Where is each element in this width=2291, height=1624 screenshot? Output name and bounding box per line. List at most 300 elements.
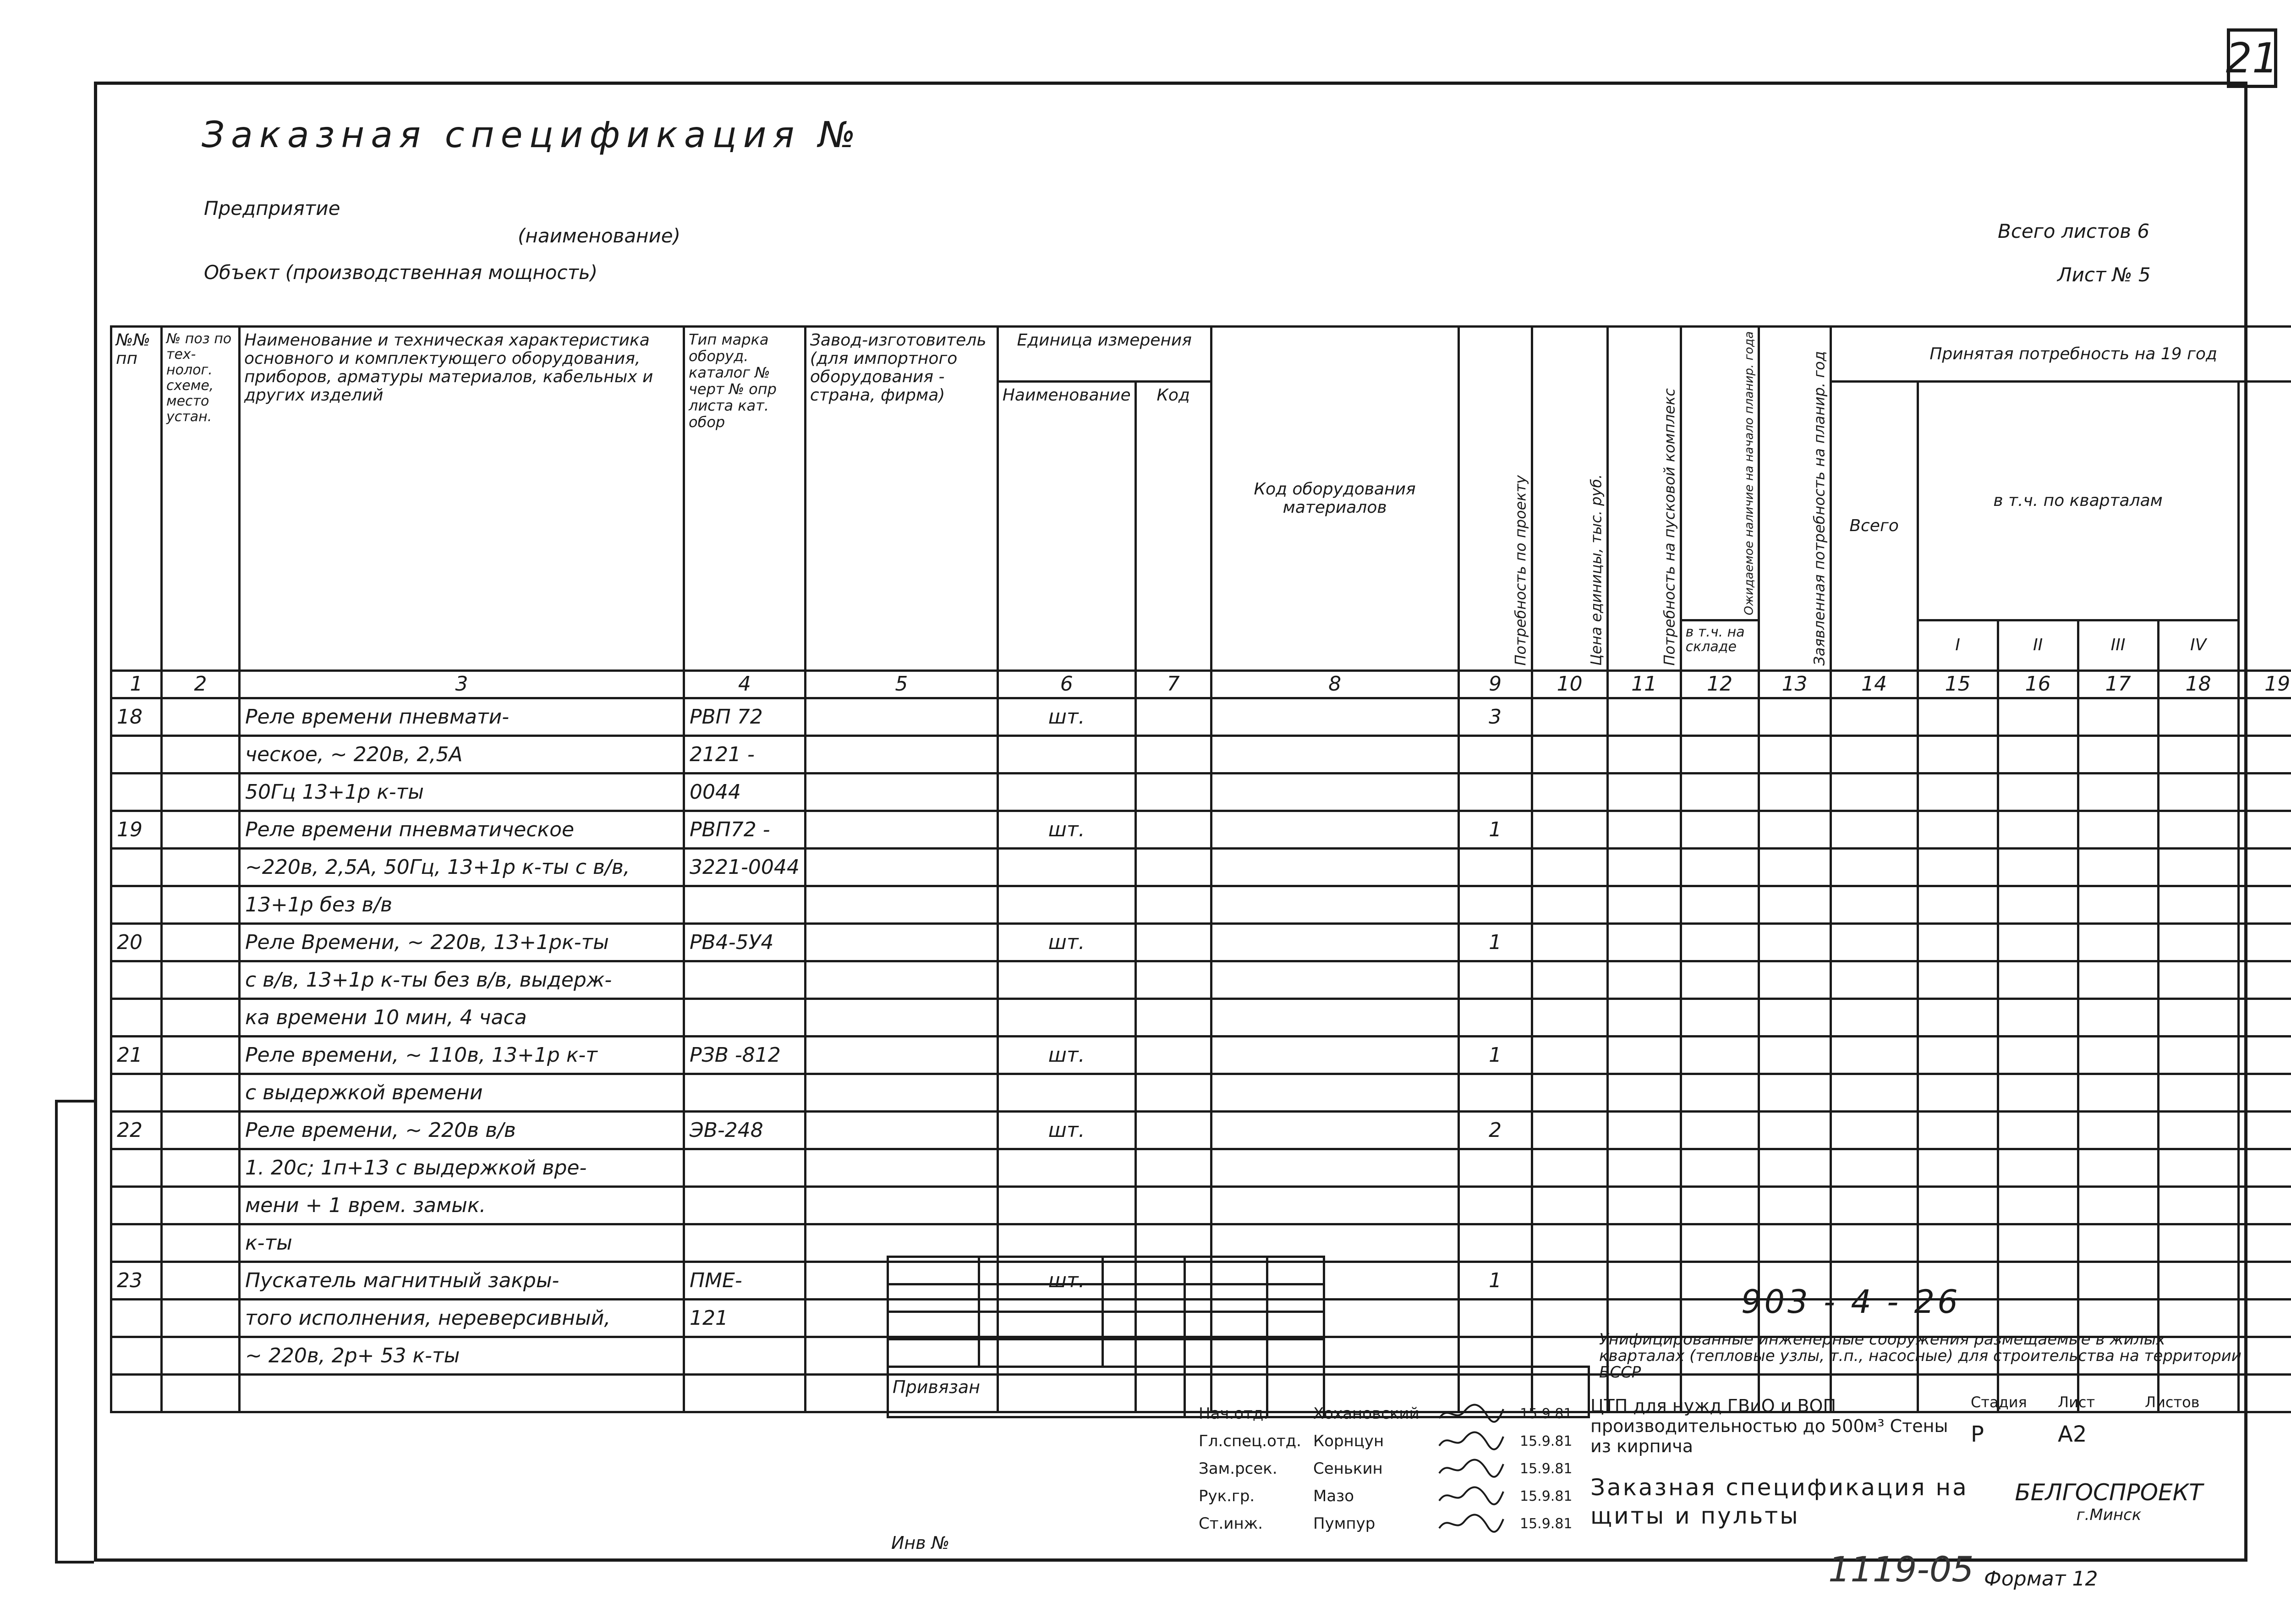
empty-cell	[1607, 1036, 1681, 1074]
empty-cell	[2078, 1036, 2158, 1074]
empty-cell	[1759, 1186, 1831, 1224]
empty-cell	[1918, 961, 1998, 999]
empty-cell	[1681, 848, 1759, 886]
empty-cell	[887, 1482, 978, 1510]
empty-cell	[2238, 923, 2291, 961]
manufacturer-cell	[805, 698, 998, 735]
column-number: 19	[2238, 670, 2291, 698]
manufacturer-cell	[805, 1149, 998, 1186]
empty-cell	[1681, 1149, 1759, 1186]
column-number: 13	[1759, 670, 1831, 698]
header-q2: II	[1998, 620, 2078, 670]
table-row	[111, 848, 2291, 886]
position-cell	[162, 1374, 240, 1412]
empty-cell	[1532, 848, 1607, 886]
signoff-name: Мазо	[1313, 1487, 1354, 1505]
row-number: 18	[111, 698, 162, 735]
empty-cell	[1607, 999, 1681, 1036]
need-value	[1458, 1149, 1532, 1186]
empty-cell	[1607, 1074, 1681, 1111]
position-cell	[162, 1074, 240, 1111]
row-number	[111, 773, 162, 811]
empty-cell	[1918, 1111, 1998, 1149]
table-row	[111, 1111, 2291, 1149]
empty-cell	[1831, 773, 1918, 811]
signoff-role: Гл.спец.отд.	[1199, 1432, 1301, 1450]
page-title: Заказная спецификация №	[202, 115, 862, 156]
empty-cell	[1681, 923, 1759, 961]
item-type: РЗВ -812	[684, 1036, 806, 1074]
item-name: ~220в, 2,5А, 50Гц, 13+1р к-ты с в/в,	[240, 848, 684, 886]
empty-cell	[1532, 1149, 1607, 1186]
item-name: с выдержкой времени	[240, 1074, 684, 1111]
header-cost	[2238, 382, 2291, 671]
signoff-role: Ст.инж.	[1199, 1514, 1263, 1533]
item-type	[684, 1186, 806, 1224]
organization-name: БЕЛГОСПРОЕКТ	[2015, 1479, 2203, 1506]
item-name	[240, 1374, 684, 1412]
unit-name	[998, 1074, 1135, 1111]
sheet-number: Лист № 5	[2057, 263, 2151, 286]
empty-cell	[1681, 698, 1759, 735]
empty-cell	[2078, 999, 2158, 1036]
stamp-signoff-table	[887, 1400, 1576, 1537]
position-cell	[162, 773, 240, 811]
header-type: Тип марка оборуд. каталог № черт № опр листа кат. обор	[684, 327, 806, 671]
empty-cell	[978, 1427, 1088, 1455]
empty-cell	[2078, 773, 2158, 811]
document-code: 903 - 4 - 26	[1741, 1283, 1961, 1321]
item-type: ЭВ-248	[684, 1111, 806, 1149]
inventory-label: Инв №	[891, 1533, 950, 1553]
manufacturer-cell	[805, 735, 998, 773]
item-type	[684, 999, 806, 1036]
empty-cell	[1998, 886, 2078, 923]
empty-cell	[2238, 1111, 2291, 1149]
signoff-row	[887, 1427, 1576, 1455]
column-number: 10	[1532, 670, 1607, 698]
column-number: 14	[1831, 670, 1918, 698]
sheets-total: Всего листов 6	[1998, 220, 2150, 242]
table-row	[111, 698, 2291, 735]
equipment-code-cell	[1211, 735, 1458, 773]
need-value: 1	[1458, 1262, 1532, 1299]
empty-cell	[2078, 1111, 2158, 1149]
header-position: № поз по тех-нолог. схеме, место устан.	[162, 327, 240, 671]
empty-cell	[2078, 848, 2158, 886]
empty-cell	[1681, 999, 1759, 1036]
column-number: 1	[111, 670, 162, 698]
empty-cell	[978, 1455, 1088, 1482]
table-row	[111, 886, 2291, 923]
empty-cell	[1831, 923, 1918, 961]
row-number	[111, 1149, 162, 1186]
empty-cell	[1831, 1111, 1918, 1149]
column-number: 5	[805, 670, 998, 698]
empty-cell	[2238, 886, 2291, 923]
row-number: 20	[111, 923, 162, 961]
unit-name	[998, 886, 1135, 923]
header-unit-group: Единица измерения	[998, 327, 1211, 382]
signoff-row	[887, 1482, 1576, 1510]
empty-cell	[1918, 886, 1998, 923]
unit-name	[998, 1149, 1135, 1186]
item-name: Реле Времени, ~ 220в, 13+1рк-ты	[240, 923, 684, 961]
page-number: 21	[2227, 28, 2277, 88]
unit-code-cell	[1135, 735, 1211, 773]
column-number: 11	[1607, 670, 1681, 698]
item-type	[684, 886, 806, 923]
item-type	[684, 1224, 806, 1262]
empty-cell	[1998, 848, 2078, 886]
manufacturer-cell	[805, 1074, 998, 1111]
row-number	[111, 1186, 162, 1224]
table-row	[111, 961, 2291, 999]
position-cell	[162, 1036, 240, 1074]
empty-cell	[1918, 698, 1998, 735]
signature-scribble	[1437, 1457, 1506, 1478]
manufacturer-cell	[805, 811, 998, 848]
empty-cell	[2158, 999, 2238, 1036]
item-name: 13+1р без в/в	[240, 886, 684, 923]
empty-cell	[1831, 961, 1918, 999]
empty-cell	[2238, 961, 2291, 999]
empty-cell	[2158, 735, 2238, 773]
position-cell	[162, 886, 240, 923]
signature-cell	[1436, 1400, 1519, 1427]
empty-cell	[1918, 773, 1998, 811]
empty-cell	[2078, 961, 2158, 999]
position-cell	[162, 1149, 240, 1186]
row-number	[111, 735, 162, 773]
empty-cell	[1998, 1074, 2078, 1111]
position-cell	[162, 811, 240, 848]
table-row	[111, 1074, 2291, 1111]
manufacturer-cell	[805, 1111, 998, 1149]
empty-cell	[1918, 848, 1998, 886]
empty-cell	[1681, 1111, 1759, 1149]
item-type: РВП72 -	[684, 811, 806, 848]
empty-cell	[887, 1400, 978, 1427]
item-type	[684, 1337, 806, 1374]
empty-cell	[2158, 1111, 2238, 1149]
empty-cell	[1088, 1455, 1198, 1482]
position-cell	[162, 961, 240, 999]
signature-scribble	[1437, 1402, 1506, 1423]
unit-code-cell	[1135, 698, 1211, 735]
empty-cell	[1998, 773, 2078, 811]
item-name: Реле времени, ~ 220в в/в	[240, 1111, 684, 1149]
empty-cell	[2078, 698, 2158, 735]
item-name: 1. 20с; 1п+13 с выдержкой вре-	[240, 1149, 684, 1186]
item-type	[684, 1074, 806, 1111]
header-accepted-group: Принятая потребность на 19 год	[1831, 327, 2291, 382]
signature-cell	[1436, 1510, 1519, 1537]
manufacturer-cell	[805, 773, 998, 811]
signoff-name: Сенькин	[1313, 1459, 1383, 1478]
column-number: 6	[998, 670, 1135, 698]
empty-cell	[2238, 999, 2291, 1036]
row-number: 22	[111, 1111, 162, 1149]
empty-cell	[1607, 811, 1681, 848]
empty-cell	[1532, 961, 1607, 999]
unit-code-cell	[1135, 848, 1211, 886]
header-unit-price: Цена единицы, тыс. руб.	[1532, 327, 1607, 671]
stamp-people-table	[887, 1256, 1590, 1418]
need-value	[1458, 735, 1532, 773]
unit-name: шт.	[998, 1262, 1135, 1299]
position-cell	[162, 1337, 240, 1374]
empty-cell	[1681, 773, 1759, 811]
equipment-code-cell	[1211, 923, 1458, 961]
header-name: Наименование и техническая характеристика основного и комплектующего оборудования, приборов, арматуры материалов, кабельных и других изделий	[240, 327, 684, 671]
equipment-code-cell	[1211, 1111, 1458, 1149]
empty-cell	[1088, 1427, 1198, 1455]
empty-cell	[1831, 1186, 1918, 1224]
signoff-date: 15.9.81	[1520, 1405, 1573, 1422]
empty-cell	[1831, 698, 1918, 735]
empty-cell	[1918, 999, 1998, 1036]
item-type: 3221-0044	[684, 848, 806, 886]
item-type	[684, 961, 806, 999]
header-need: Потребность по проекту	[1458, 327, 1532, 671]
row-number: 19	[111, 811, 162, 848]
equipment-code-cell	[1211, 1036, 1458, 1074]
item-name: Реле времени, ~ 110в, 13+1р к-т	[240, 1036, 684, 1074]
unit-name: шт.	[998, 1111, 1135, 1149]
empty-cell	[1998, 961, 2078, 999]
document-description: Унифицированные инженерные сооружения размещаемые в жилых кварталах (тепловые узлы, т.п., насосные) для строительства на территории БССР	[1599, 1330, 2242, 1382]
column-number: 4	[684, 670, 806, 698]
row-number: 23	[111, 1262, 162, 1299]
equipment-code-cell	[1211, 886, 1458, 923]
signoff-date: 15.9.81	[1520, 1433, 1573, 1449]
equipment-code-cell	[1211, 811, 1458, 848]
header-total: Всего	[1831, 382, 1918, 671]
header-unit-name: Наименование	[998, 382, 1135, 671]
table-row	[111, 1186, 2291, 1224]
empty-cell	[2158, 1149, 2238, 1186]
empty-cell	[1998, 1149, 2078, 1186]
empty-cell	[2238, 1036, 2291, 1074]
empty-cell	[1759, 1036, 1831, 1074]
specification-table	[110, 325, 2291, 1413]
need-value	[1458, 773, 1532, 811]
empty-cell	[978, 1482, 1088, 1510]
manufacturer-cell	[805, 1186, 998, 1224]
signature-scribble	[1437, 1512, 1506, 1533]
need-value	[1458, 961, 1532, 999]
row-number	[111, 1299, 162, 1337]
column-number: 16	[1998, 670, 2078, 698]
row-number	[111, 961, 162, 999]
signoff-date: 15.9.81	[1520, 1460, 1573, 1477]
need-value: 2	[1458, 1111, 1532, 1149]
header-quarters-group: в т.ч. по кварталам	[1918, 382, 2238, 620]
position-cell	[162, 1186, 240, 1224]
empty-cell	[2238, 1186, 2291, 1224]
unit-code-cell	[1135, 1074, 1211, 1111]
item-name: 50Гц 13+1р к-ты	[240, 773, 684, 811]
empty-cell	[1607, 923, 1681, 961]
column-number: 8	[1211, 670, 1458, 698]
unit-name	[998, 961, 1135, 999]
sheets-label: Листов	[2145, 1394, 2200, 1411]
need-value	[1458, 999, 1532, 1036]
unit-name	[998, 735, 1135, 773]
unit-name	[998, 773, 1135, 811]
table-row	[111, 735, 2291, 773]
empty-cell	[2158, 961, 2238, 999]
signature-scribble	[1437, 1430, 1506, 1451]
manufacturer-cell	[805, 999, 998, 1036]
signoff-name: Хохановский	[1313, 1405, 1420, 1423]
unit-code-cell	[1135, 886, 1211, 923]
empty-cell	[1532, 773, 1607, 811]
empty-cell	[1759, 1074, 1831, 1111]
column-number: 7	[1135, 670, 1211, 698]
empty-cell	[1918, 1149, 1998, 1186]
unit-code-cell	[1135, 1036, 1211, 1074]
empty-cell	[1532, 1074, 1607, 1111]
empty-cell	[2238, 735, 2291, 773]
empty-cell	[1607, 961, 1681, 999]
linked-label: Привязан	[888, 1367, 1185, 1417]
empty-cell	[1831, 735, 1918, 773]
empty-cell	[1918, 735, 1998, 773]
empty-cell	[1681, 735, 1759, 773]
empty-cell	[1759, 811, 1831, 848]
empty-cell	[1532, 735, 1607, 773]
empty-cell	[1681, 1036, 1759, 1074]
empty-cell	[1998, 1186, 2078, 1224]
column-number: 3	[240, 670, 684, 698]
signature-cell	[1436, 1455, 1519, 1482]
equipment-code-cell	[1211, 999, 1458, 1036]
position-cell	[162, 698, 240, 735]
project-title: ЦТП для нужд ГВиО и ВОП производительностью до 500м³ Стены из кирпича	[1590, 1396, 1948, 1456]
empty-cell	[887, 1455, 978, 1482]
position-cell	[162, 1262, 240, 1299]
row-number	[111, 886, 162, 923]
empty-cell	[2158, 1186, 2238, 1224]
manufacturer-cell	[805, 886, 998, 923]
signoff-date: 15.9.81	[1520, 1515, 1573, 1532]
empty-cell	[1088, 1400, 1198, 1427]
empty-cell	[1831, 848, 1918, 886]
empty-cell	[1759, 999, 1831, 1036]
empty-cell	[1088, 1482, 1198, 1510]
item-type	[684, 1149, 806, 1186]
equipment-code-cell	[1211, 848, 1458, 886]
column-number: 17	[2078, 670, 2158, 698]
position-cell	[162, 999, 240, 1036]
signoff-role: Нач.отд.	[1199, 1405, 1269, 1423]
equipment-code-cell	[1211, 698, 1458, 735]
item-type: 2121 -	[684, 735, 806, 773]
empty-cell	[1831, 999, 1918, 1036]
empty-cell	[2158, 773, 2238, 811]
unit-name: шт.	[998, 923, 1135, 961]
empty-cell	[1607, 773, 1681, 811]
empty-cell	[2238, 773, 2291, 811]
empty-cell	[1998, 1036, 2078, 1074]
column-number: 2	[162, 670, 240, 698]
position-cell	[162, 1111, 240, 1149]
signature-cell	[1436, 1482, 1519, 1510]
table-row	[111, 999, 2291, 1036]
empty-cell	[1831, 1036, 1918, 1074]
column-number: 18	[2158, 670, 2238, 698]
item-name: ческое, ~ 220в, 2,5А	[240, 735, 684, 773]
header-declared-need: Заявленная потребность на планир. год	[1759, 327, 1831, 671]
empty-cell	[2238, 1074, 2291, 1111]
empty-cell	[1532, 698, 1607, 735]
empty-cell	[1607, 1149, 1681, 1186]
column-number: 12	[1681, 670, 1759, 698]
unit-code-cell	[1135, 811, 1211, 848]
header-unit-code: Код	[1135, 382, 1211, 671]
empty-cell	[2078, 735, 2158, 773]
empty-cell	[2158, 1074, 2238, 1111]
empty-cell	[1918, 923, 1998, 961]
position-cell	[162, 735, 240, 773]
equipment-code-cell	[1211, 961, 1458, 999]
empty-cell	[1831, 1149, 1918, 1186]
object-label: Объект (производственная мощность)	[204, 261, 598, 284]
item-name: к-ты	[240, 1224, 684, 1262]
header-q4: IV	[2158, 620, 2238, 670]
sheet-title: Заказная спецификация на щиты и пульты	[1590, 1474, 1968, 1529]
table-row	[111, 923, 2291, 961]
signoff-row	[887, 1400, 1576, 1427]
empty-cell	[2158, 848, 2238, 886]
item-type: РВ4-5У4	[684, 923, 806, 961]
header-equipment-code: Код оборудования материалов	[1211, 327, 1458, 671]
row-number	[111, 1074, 162, 1111]
empty-cell	[1681, 961, 1759, 999]
signature-scribble	[1437, 1485, 1506, 1506]
row-number	[111, 999, 162, 1036]
unit-name	[998, 1186, 1135, 1224]
unit-name: шт.	[998, 811, 1135, 848]
signoff-date: 15.9.81	[1520, 1488, 1573, 1504]
manufacturer-cell	[805, 961, 998, 999]
empty-cell	[2078, 811, 2158, 848]
item-type: 0044	[684, 773, 806, 811]
empty-cell	[1607, 848, 1681, 886]
header-launch-need: Потребность на пусковой комплекс	[1607, 327, 1681, 671]
empty-cell	[2078, 923, 2158, 961]
empty-cell	[1998, 999, 2078, 1036]
empty-cell	[1998, 923, 2078, 961]
empty-cell	[1681, 811, 1759, 848]
item-name: ~ 220в, 2р+ 53 к-ты	[240, 1337, 684, 1374]
empty-cell	[1998, 811, 2078, 848]
unit-code-cell	[1135, 923, 1211, 961]
unit-code-cell	[1135, 999, 1211, 1036]
item-name: мени + 1 врем. замык.	[240, 1186, 684, 1224]
empty-cell	[1759, 961, 1831, 999]
row-number: 21	[111, 1036, 162, 1074]
empty-cell	[1681, 1074, 1759, 1111]
need-value	[1458, 1074, 1532, 1111]
header-q3: III	[2078, 620, 2158, 670]
organization-city: г.Минск	[2076, 1506, 2142, 1524]
empty-cell	[1759, 886, 1831, 923]
empty-cell	[1532, 811, 1607, 848]
position-cell	[162, 1224, 240, 1262]
